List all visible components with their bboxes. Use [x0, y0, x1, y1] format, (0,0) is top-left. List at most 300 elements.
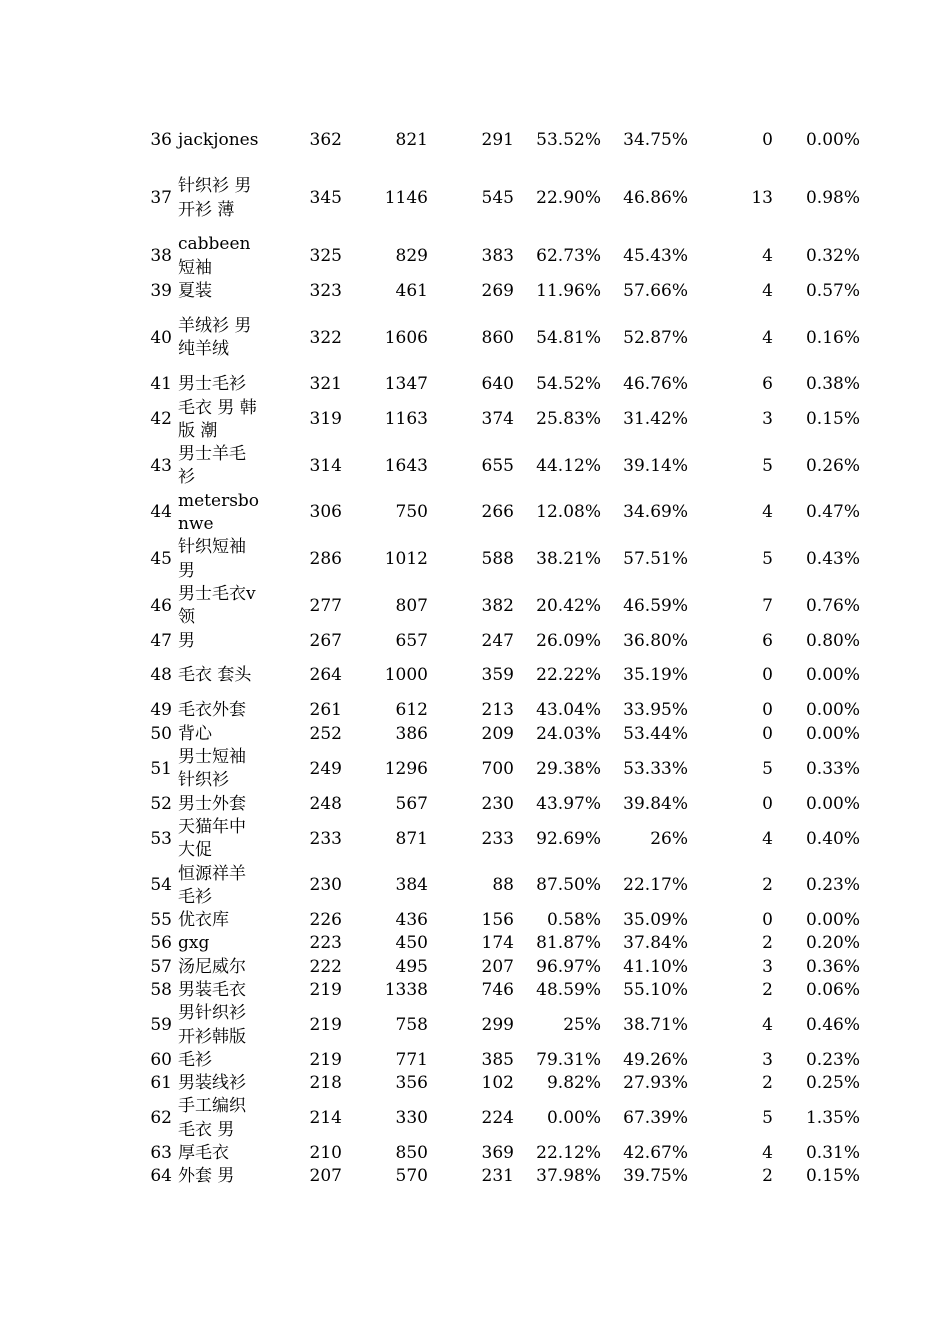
- value-cell-2: [342, 1142, 428, 1165]
- value-cell-1: [262, 793, 342, 816]
- percent-cell-2: [601, 373, 688, 396]
- percent-cell-3-text: 0.00%: [805, 793, 860, 814]
- value-cell-3: [428, 816, 514, 863]
- keyword-cell: [178, 1165, 260, 1188]
- value-cell-1-text: 277: [309, 595, 342, 616]
- percent-cell-2-text: 34.75%: [623, 129, 688, 150]
- table-row: [0, 909, 950, 932]
- value-cell-2-text: 386: [395, 723, 428, 744]
- value-cell-1: [262, 1142, 342, 1165]
- value-cell-3: [428, 723, 514, 746]
- percent-cell-1: [514, 490, 601, 537]
- value-cell-2-text: 1606: [384, 327, 428, 348]
- rank-cell: [120, 373, 172, 396]
- table-row: [0, 653, 950, 700]
- value-cell-1-text: 226: [309, 910, 342, 931]
- rank-cell-text: 61: [150, 1073, 172, 1094]
- value-cell-2: [342, 1095, 428, 1142]
- percent-cell-3: [773, 233, 860, 280]
- keyword-cell: [178, 1095, 260, 1142]
- value-cell-3: [428, 303, 514, 373]
- percent-cell-3-text: 0.23%: [805, 875, 860, 896]
- percent-cell-2-text: 37.84%: [623, 933, 688, 954]
- value-cell-1-text: 219: [309, 979, 342, 1000]
- keyword-cell: [178, 1072, 260, 1095]
- rank-cell-text: 37: [150, 187, 172, 208]
- value-cell-2: [342, 863, 428, 910]
- percent-cell-1: [514, 1142, 601, 1165]
- value-cell-3-text: 207: [481, 956, 514, 977]
- percent-cell-1-text: 25%: [563, 1014, 601, 1035]
- value-cell-4: [688, 443, 773, 490]
- value-cell-3-text: 640: [481, 374, 514, 395]
- value-cell-2-text: 821: [395, 129, 428, 150]
- value-cell-4-text: 13: [751, 187, 773, 208]
- percent-cell-1-text: 0.58%: [546, 910, 601, 931]
- value-cell-1-text: 222: [309, 956, 342, 977]
- percent-cell-3: [773, 280, 860, 303]
- percent-cell-1: [514, 699, 601, 722]
- value-cell-3: [428, 699, 514, 722]
- percent-cell-1: [514, 280, 601, 303]
- value-cell-2-text: 1296: [384, 758, 428, 779]
- keyword-cell: [178, 723, 260, 746]
- percent-cell-3: [773, 816, 860, 863]
- value-cell-3-text: 545: [481, 187, 514, 208]
- percent-cell-3-text: 0.43%: [805, 548, 860, 569]
- keyword-cell-text: 毛衣 套头: [178, 665, 252, 686]
- percent-cell-1: [514, 583, 601, 630]
- value-cell-1: [262, 816, 342, 863]
- rank-cell: [120, 1165, 172, 1188]
- percent-cell-3-text: 0.40%: [805, 828, 860, 849]
- keyword-cell: [178, 1002, 260, 1049]
- value-cell-1: [262, 956, 342, 979]
- table-row: [0, 1095, 950, 1142]
- percent-cell-1: [514, 1002, 601, 1049]
- value-cell-1-text: 210: [309, 1143, 342, 1164]
- rank-cell-text: 59: [150, 1014, 172, 1035]
- value-cell-2: [342, 373, 428, 396]
- table-row: [0, 1002, 950, 1049]
- percent-cell-3-text: 0.36%: [805, 956, 860, 977]
- keyword-cell-text: 毛衣 男 韩版 潮: [178, 397, 257, 441]
- value-cell-1: [262, 979, 342, 1002]
- keyword-cell-text: cabbeen短袖: [178, 234, 251, 278]
- value-cell-2: [342, 1165, 428, 1188]
- value-cell-1: [262, 536, 342, 583]
- percent-cell-2: [601, 746, 688, 793]
- keyword-cell-text: jackjones: [178, 129, 259, 150]
- value-cell-4-text: 2: [762, 875, 773, 896]
- percent-cell-2: [601, 117, 688, 164]
- percent-cell-1: [514, 793, 601, 816]
- value-cell-1-text: 252: [309, 723, 342, 744]
- rank-cell-text: 46: [150, 595, 172, 616]
- percent-cell-1: [514, 956, 601, 979]
- value-cell-4-text: 4: [762, 246, 773, 267]
- percent-cell-1-text: 53.52%: [536, 129, 601, 150]
- percent-cell-3: [773, 490, 860, 537]
- value-cell-4-text: 7: [762, 595, 773, 616]
- percent-cell-3: [773, 397, 860, 444]
- value-cell-4: [688, 979, 773, 1002]
- percent-cell-3-text: 0.32%: [805, 246, 860, 267]
- keyword-cell-text: 男士毛衣v领: [178, 583, 256, 628]
- value-cell-2-text: 495: [395, 956, 428, 977]
- percent-cell-2: [601, 932, 688, 955]
- value-cell-3-text: 374: [481, 409, 514, 430]
- percent-cell-2: [601, 397, 688, 444]
- percent-cell-2: [601, 1049, 688, 1072]
- table-row: [0, 280, 950, 303]
- rank-cell-text: 51: [150, 758, 172, 779]
- value-cell-3: [428, 164, 514, 234]
- value-cell-4-text: 0: [762, 665, 773, 686]
- percent-cell-2-text: 46.59%: [623, 595, 688, 616]
- percent-cell-2-text: 22.17%: [623, 875, 688, 896]
- value-cell-1: [262, 1095, 342, 1142]
- value-cell-2: [342, 443, 428, 490]
- value-cell-3: [428, 932, 514, 955]
- keyword-cell: [178, 280, 260, 303]
- percent-cell-2: [601, 816, 688, 863]
- value-cell-2-text: 758: [395, 1014, 428, 1035]
- value-cell-3: [428, 397, 514, 444]
- percent-cell-1-text: 29.38%: [536, 758, 601, 779]
- percent-cell-1-text: 25.83%: [536, 409, 601, 430]
- rank-cell-text: 43: [150, 455, 172, 476]
- percent-cell-1-text: 44.12%: [536, 455, 601, 476]
- rank-cell: [120, 303, 172, 373]
- value-cell-1: [262, 490, 342, 537]
- keyword-cell-text: 男士羊毛衫: [178, 444, 246, 488]
- percent-cell-3: [773, 443, 860, 490]
- percent-cell-1-text: 54.81%: [536, 327, 601, 348]
- table-row: [0, 164, 950, 234]
- value-cell-1-text: 345: [309, 187, 342, 208]
- rank-cell-text: 44: [150, 502, 172, 523]
- value-cell-2-text: 450: [395, 933, 428, 954]
- table-row: [0, 490, 950, 537]
- percent-cell-3-text: 0.06%: [805, 979, 860, 1000]
- percent-cell-3: [773, 909, 860, 932]
- value-cell-1: [262, 117, 342, 164]
- value-cell-4: [688, 1049, 773, 1072]
- percent-cell-2: [601, 1002, 688, 1049]
- keyword-cell: [178, 373, 260, 396]
- keyword-cell-text: 男装毛衣: [178, 979, 246, 1000]
- value-cell-1: [262, 630, 342, 653]
- value-cell-3: [428, 863, 514, 910]
- keyword-cell: [178, 303, 260, 373]
- keyword-cell-text: 恒源祥羊毛衫: [178, 863, 246, 907]
- value-cell-2: [342, 653, 428, 700]
- value-cell-1-text: 264: [309, 665, 342, 686]
- percent-cell-3-text: 0.20%: [805, 933, 860, 954]
- keyword-cell-text: 汤尼威尔: [178, 956, 246, 977]
- percent-cell-1-text: 43.97%: [536, 793, 601, 814]
- keyword-cell-text: 毛衣外套: [178, 700, 246, 721]
- value-cell-4-text: 3: [762, 1049, 773, 1070]
- value-cell-2: [342, 1002, 428, 1049]
- percent-cell-3: [773, 373, 860, 396]
- percent-cell-1: [514, 630, 601, 653]
- value-cell-2-text: 850: [395, 1143, 428, 1164]
- value-cell-1: [262, 1072, 342, 1095]
- rank-cell: [120, 979, 172, 1002]
- value-cell-1-text: 322: [309, 327, 342, 348]
- percent-cell-1: [514, 397, 601, 444]
- rank-cell-text: 36: [150, 129, 172, 150]
- percent-cell-2: [601, 443, 688, 490]
- value-cell-3-text: 269: [481, 281, 514, 302]
- percent-cell-3-text: 0.31%: [805, 1143, 860, 1164]
- value-cell-4: [688, 536, 773, 583]
- value-cell-2: [342, 630, 428, 653]
- value-cell-2: [342, 164, 428, 234]
- percent-cell-3: [773, 1095, 860, 1142]
- value-cell-2: [342, 280, 428, 303]
- value-cell-4-text: 2: [762, 1073, 773, 1094]
- value-cell-2: [342, 956, 428, 979]
- value-cell-3-text: 655: [481, 455, 514, 476]
- keyword-cell: [178, 932, 260, 955]
- keyword-cell: [178, 793, 260, 816]
- value-cell-3-text: 746: [481, 979, 514, 1000]
- value-cell-4: [688, 373, 773, 396]
- value-cell-2-text: 1643: [384, 455, 428, 476]
- percent-cell-2: [601, 233, 688, 280]
- keyword-cell: [178, 117, 260, 164]
- value-cell-3: [428, 956, 514, 979]
- value-cell-1-text: 286: [309, 548, 342, 569]
- value-cell-2-text: 1146: [384, 187, 428, 208]
- value-cell-3: [428, 909, 514, 932]
- value-cell-1: [262, 233, 342, 280]
- keyword-cell-text: 背心: [178, 723, 212, 744]
- rank-cell: [120, 653, 172, 700]
- rank-cell: [120, 164, 172, 234]
- percent-cell-1: [514, 303, 601, 373]
- value-cell-4: [688, 863, 773, 910]
- rank-cell-text: 49: [150, 700, 172, 721]
- percent-cell-3: [773, 1002, 860, 1049]
- value-cell-2: [342, 816, 428, 863]
- value-cell-3: [428, 1095, 514, 1142]
- percent-cell-2-text: 46.76%: [623, 374, 688, 395]
- rank-cell: [120, 1049, 172, 1072]
- rank-cell: [120, 630, 172, 653]
- value-cell-3-text: 359: [481, 665, 514, 686]
- percent-cell-3-text: 1.35%: [805, 1108, 860, 1129]
- percent-cell-1: [514, 164, 601, 234]
- keyword-cell-text: 男士外套: [178, 793, 246, 814]
- value-cell-1: [262, 932, 342, 955]
- rank-cell-text: 52: [150, 793, 172, 814]
- keyword-cell: [178, 583, 260, 630]
- percent-cell-1-text: 96.97%: [536, 956, 601, 977]
- keyword-cell-text: 外套 男: [178, 1166, 235, 1187]
- value-cell-3-text: 383: [481, 246, 514, 267]
- value-cell-1: [262, 1002, 342, 1049]
- value-cell-4-text: 4: [762, 502, 773, 523]
- rank-cell: [120, 536, 172, 583]
- table-row: [0, 863, 950, 910]
- value-cell-3: [428, 443, 514, 490]
- rank-cell: [120, 490, 172, 537]
- percent-cell-3: [773, 1049, 860, 1072]
- percent-cell-3-text: 0.33%: [805, 758, 860, 779]
- percent-cell-2: [601, 863, 688, 910]
- percent-cell-2: [601, 699, 688, 722]
- rank-cell-text: 56: [150, 933, 172, 954]
- value-cell-3-text: 266: [481, 502, 514, 523]
- value-cell-1: [262, 303, 342, 373]
- value-cell-4: [688, 932, 773, 955]
- value-cell-3-text: 231: [481, 1166, 514, 1187]
- value-cell-3-text: 209: [481, 723, 514, 744]
- percent-cell-2-text: 39.14%: [623, 455, 688, 476]
- value-cell-4: [688, 583, 773, 630]
- value-cell-4-text: 6: [762, 630, 773, 651]
- percent-cell-3: [773, 164, 860, 234]
- value-cell-3: [428, 979, 514, 1002]
- value-cell-3-text: 247: [481, 630, 514, 651]
- percent-cell-1-text: 81.87%: [536, 933, 601, 954]
- rank-cell: [120, 1095, 172, 1142]
- rank-cell: [120, 956, 172, 979]
- keyword-cell-text: 手工编织毛衣 男: [178, 1096, 246, 1140]
- value-cell-4-text: 0: [762, 723, 773, 744]
- percent-cell-2: [601, 536, 688, 583]
- percent-cell-3-text: 0.47%: [805, 502, 860, 523]
- percent-cell-2-text: 35.19%: [623, 665, 688, 686]
- percent-cell-2: [601, 1142, 688, 1165]
- value-cell-1-text: 249: [309, 758, 342, 779]
- table-row: [0, 233, 950, 280]
- value-cell-2: [342, 909, 428, 932]
- table-row: [0, 956, 950, 979]
- percent-cell-2-text: 34.69%: [623, 502, 688, 523]
- rank-cell: [120, 280, 172, 303]
- value-cell-4: [688, 746, 773, 793]
- value-cell-1: [262, 1049, 342, 1072]
- value-cell-1: [262, 723, 342, 746]
- value-cell-3-text: 88: [492, 875, 514, 896]
- percent-cell-3-text: 0.25%: [805, 1073, 860, 1094]
- keyword-cell: [178, 490, 260, 537]
- table-row: [0, 536, 950, 583]
- keyword-cell-text: 男: [178, 630, 195, 651]
- percent-cell-1-text: 54.52%: [536, 374, 601, 395]
- percent-cell-1: [514, 1165, 601, 1188]
- value-cell-1-text: 218: [309, 1073, 342, 1094]
- value-cell-4-text: 4: [762, 1143, 773, 1164]
- value-cell-4: [688, 1142, 773, 1165]
- value-cell-1-text: 207: [309, 1166, 342, 1187]
- value-cell-4: [688, 630, 773, 653]
- value-cell-2: [342, 723, 428, 746]
- percent-cell-2: [601, 1072, 688, 1095]
- keyword-cell: [178, 630, 260, 653]
- percent-cell-2-text: 53.33%: [623, 758, 688, 779]
- value-cell-2-text: 570: [395, 1166, 428, 1187]
- percent-cell-1: [514, 536, 601, 583]
- value-cell-3-text: 291: [481, 129, 514, 150]
- percent-cell-1: [514, 443, 601, 490]
- percent-cell-1-text: 12.08%: [536, 502, 601, 523]
- value-cell-4-text: 5: [762, 548, 773, 569]
- keyword-cell-text: 男士短袖针织衫: [178, 747, 246, 791]
- rank-cell: [120, 699, 172, 722]
- value-cell-1: [262, 699, 342, 722]
- percent-cell-2: [601, 490, 688, 537]
- percent-cell-1: [514, 373, 601, 396]
- percent-cell-3: [773, 653, 860, 700]
- percent-cell-3: [773, 303, 860, 373]
- table-row: [0, 746, 950, 793]
- percent-cell-1-text: 62.73%: [536, 246, 601, 267]
- value-cell-1-text: 223: [309, 933, 342, 954]
- table-row: [0, 1142, 950, 1165]
- value-cell-2: [342, 793, 428, 816]
- rank-cell-text: 54: [150, 875, 172, 896]
- percent-cell-3: [773, 117, 860, 164]
- percent-cell-3-text: 0.00%: [805, 910, 860, 931]
- percent-cell-2: [601, 723, 688, 746]
- value-cell-2: [342, 397, 428, 444]
- percent-cell-1-text: 92.69%: [536, 828, 601, 849]
- rank-cell-text: 39: [150, 281, 172, 302]
- percent-cell-3-text: 0.46%: [805, 1014, 860, 1035]
- value-cell-3-text: 213: [481, 700, 514, 721]
- percent-cell-3: [773, 699, 860, 722]
- percent-cell-3-text: 0.15%: [805, 1166, 860, 1187]
- value-cell-2: [342, 979, 428, 1002]
- percent-cell-2: [601, 1165, 688, 1188]
- value-cell-3-text: 700: [481, 758, 514, 779]
- value-cell-3: [428, 630, 514, 653]
- percent-cell-2-text: 42.67%: [623, 1143, 688, 1164]
- value-cell-3-text: 156: [481, 910, 514, 931]
- value-cell-2-text: 330: [395, 1108, 428, 1129]
- value-cell-1: [262, 280, 342, 303]
- percent-cell-1-text: 22.90%: [536, 187, 601, 208]
- percent-cell-1: [514, 979, 601, 1002]
- percent-cell-2-text: 57.66%: [623, 281, 688, 302]
- value-cell-2: [342, 303, 428, 373]
- percent-cell-1-text: 87.50%: [536, 875, 601, 896]
- value-cell-2-text: 1163: [384, 409, 428, 430]
- percent-cell-3: [773, 1142, 860, 1165]
- value-cell-1-text: 230: [309, 875, 342, 896]
- percent-cell-1: [514, 746, 601, 793]
- rank-cell-text: 58: [150, 979, 172, 1000]
- value-cell-2-text: 1012: [384, 548, 428, 569]
- value-cell-4-text: 3: [762, 409, 773, 430]
- percent-cell-1-text: 43.04%: [536, 700, 601, 721]
- value-cell-3: [428, 1142, 514, 1165]
- percent-cell-1: [514, 863, 601, 910]
- table-row: [0, 1072, 950, 1095]
- rank-cell-text: 40: [150, 327, 172, 348]
- value-cell-2-text: 750: [395, 502, 428, 523]
- percent-cell-3-text: 0.38%: [805, 374, 860, 395]
- value-cell-4-text: 5: [762, 1108, 773, 1129]
- value-cell-4-text: 4: [762, 1014, 773, 1035]
- percent-cell-1: [514, 653, 601, 700]
